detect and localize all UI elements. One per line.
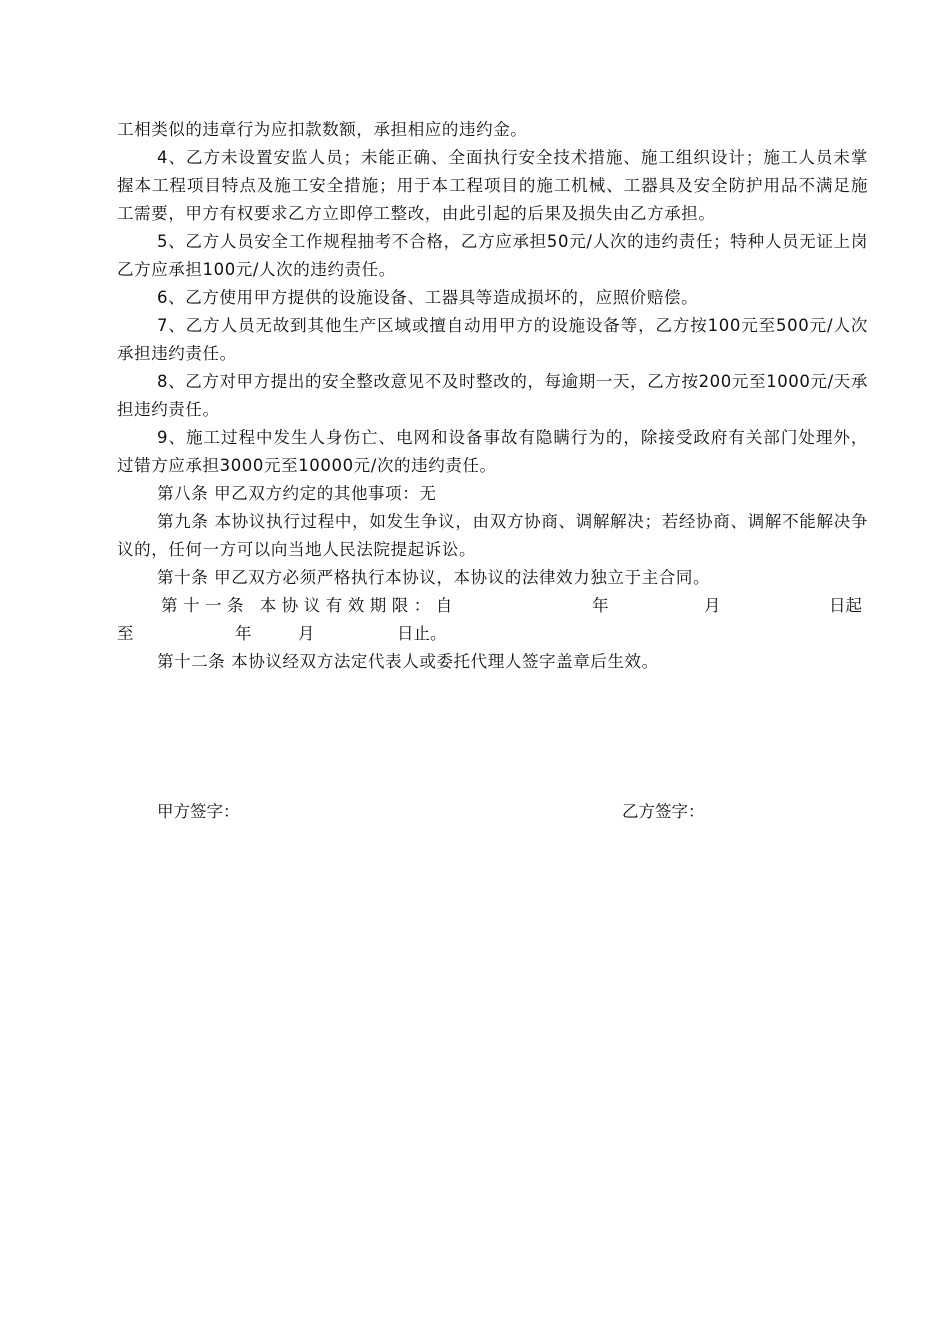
article-11-day-end: 日止。	[397, 624, 447, 643]
party-b-signature-label: 乙方签字：	[622, 802, 705, 821]
article-11-year-end: 年	[235, 624, 252, 643]
clause-9: 9、施工过程中发生人身伤亡、电网和设备事故有隐瞒行为的，除接受政府有关部门处理外，过错方应承担3000元至10000元/次的违约责任。	[117, 428, 868, 475]
article-8: 第八条 甲乙双方约定的其他事项：无	[157, 484, 437, 503]
article-11-to: 至	[117, 624, 134, 643]
clause-6: 6、乙方使用甲方提供的设施设备、工器具等造成损坏的，应照价赔偿。	[157, 288, 699, 307]
signature-block	[0, 798, 950, 828]
article-11-month-start: 月	[704, 596, 721, 615]
article-11-year-start: 年	[592, 596, 609, 615]
article-11-line-2	[117, 620, 868, 648]
party-a-signature-label: 甲方签字：	[157, 802, 240, 821]
clause-7: 7、乙方人员无故到其他生产区域或擅自动用甲方的设施设备等，乙方按100元至500元/人次承担违约责任。	[117, 316, 868, 363]
clause-4: 4、乙方未设置安监人员；未能正确、全面执行安全技术措施、施工组织设计；施工人员未掌握本工程项目特点及施工安全措施；用于本工程项目的施工机械、工器具及安全防护用品不满足施工需要，甲方有权要求乙方立即停工整改，由此引起的后果及损失由乙方承担。	[117, 148, 868, 223]
article-11-day-start: 日起	[829, 596, 862, 615]
document-body	[117, 116, 868, 676]
article-10: 第十条 甲乙双方必须严格执行本协议，本协议的法律效力独立于主合同。	[157, 568, 711, 587]
paragraph-continuation: 工相类似的违章行为应扣款数额，承担相应的违约金。	[117, 120, 528, 139]
article-11-month-end: 月	[298, 624, 315, 643]
article-11-line-1	[117, 592, 868, 620]
clause-5: 5、乙方人员安全工作规程抽考不合格，乙方应承担50元/人次的违约责任；特种人员无证上岗乙方应承担100元/人次的违约责任。	[117, 232, 868, 279]
clause-8: 8、乙方对甲方提出的安全整改意见不及时整改的，每逾期一天，乙方按200元至1000元/天承担违约责任。	[117, 372, 868, 419]
article-9: 第九条 本协议执行过程中，如发生争议，由双方协商、调解解决；若经协商、调解不能解决争议的，任何一方可以向当地人民法院提起诉讼。	[117, 512, 868, 559]
article-12: 第十二条 本协议经双方法定代表人或委托代理人签字盖章后生效。	[157, 652, 659, 671]
article-11-lead: 第十一条 本协议有效期限：自	[161, 596, 458, 615]
